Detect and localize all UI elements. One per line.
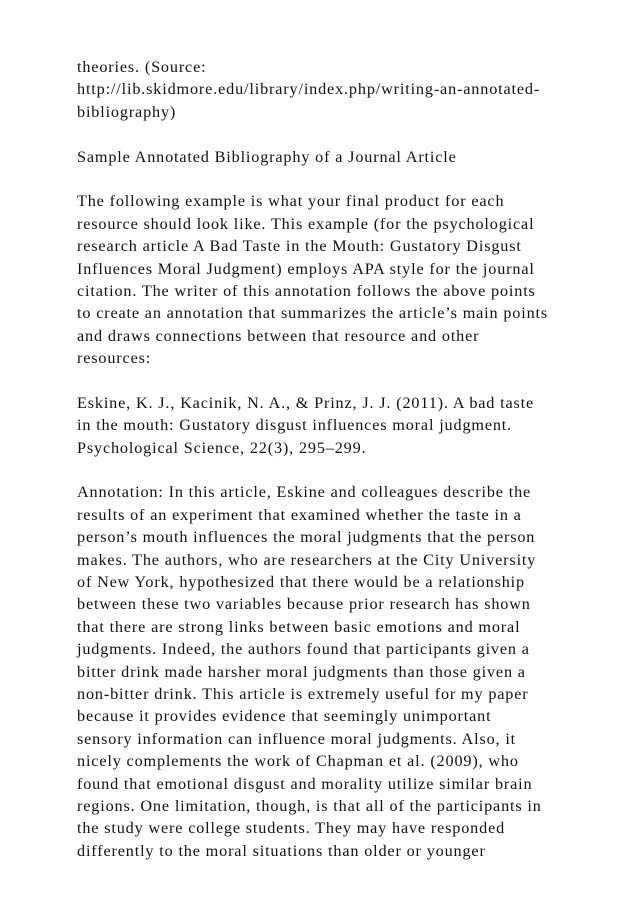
text-line: Annotation: In this article, Eskine and colleagues describe the	[77, 483, 532, 502]
text-line: Influences Moral Judgment) employs APA style for the journal	[77, 259, 535, 278]
text-line: theories. (Source:	[77, 58, 207, 76]
text-line: the study were college students. They may have responded	[77, 819, 506, 838]
text-line: bitter drink made harsher moral judgments than those given a	[77, 662, 526, 681]
text-line: makes. The authors, who are researchers at the City University	[77, 550, 537, 569]
citation-paragraph	[77, 392, 617, 459]
text-line: results of an experiment that examined whether the taste in a	[77, 505, 522, 524]
text-line: found that emotional disgust and morality utilize similar brain	[77, 774, 533, 793]
text-line: bibliography)	[77, 102, 177, 121]
text-line: nicely complements the work of Chapman et al. (2009), who	[77, 752, 519, 771]
intro-paragraph	[77, 190, 617, 369]
paragraph-gap	[77, 459, 617, 481]
text-line: http://lib.skidmore.edu/library/index.php/writing-an-annotated-	[77, 80, 541, 99]
text-line: resource should look like. This example (for the psychological	[77, 214, 535, 233]
text-line: resources:	[77, 349, 152, 368]
text-line: person’s mouth influences the moral judgments that the person	[77, 528, 536, 547]
text-line: research article A Bad Taste in the Mouth: Gustatory Disgust	[77, 237, 522, 256]
text-line: because it provides evidence that seemingly unimportant	[77, 707, 492, 726]
text-line: differently to the moral situations than older or younger	[77, 841, 486, 860]
text-line: in the mouth: Gustatory disgust influences moral judgment.	[77, 416, 513, 435]
source-paragraph	[77, 56, 617, 123]
paragraph-gap	[77, 123, 617, 145]
text-line: to create an annotation that summarizes the article’s main points	[77, 304, 549, 323]
paragraph-gap	[77, 369, 617, 391]
text-line: regions. One limitation, though, is that all of the participants in	[77, 796, 542, 815]
text-line: non-bitter drink. This article is extremely useful for my paper	[77, 684, 529, 703]
text-line: Eskine, K. J., Kacinik, N. A., & Prinz, J. J. (2011). A bad taste	[77, 393, 535, 412]
text-line: judgments. Indeed, the authors found that participants given a	[77, 640, 530, 659]
text-line: Sample Annotated Bibliography of a Journal Article	[77, 147, 457, 166]
text-line: between these two variables because prior research has shown	[77, 595, 531, 614]
annotation-paragraph	[77, 481, 617, 862]
text-line: The following example is what your final product for each	[77, 192, 505, 211]
document-body	[77, 56, 617, 862]
section-heading	[77, 146, 617, 168]
text-line: and draws connections between that resource and other	[77, 326, 480, 345]
paragraph-gap	[77, 168, 617, 190]
text-line: sensory information can influence moral judgments. Also, it	[77, 729, 517, 748]
text-line: that there are strong links between basic emotions and moral	[77, 617, 521, 636]
text-line: citation. The writer of this annotation follows the above points	[77, 281, 536, 300]
text-line: Psychological Science, 22(3), 295–299.	[77, 438, 367, 457]
text-line: of New York, hypothesized that there would be a relationship	[77, 572, 525, 591]
